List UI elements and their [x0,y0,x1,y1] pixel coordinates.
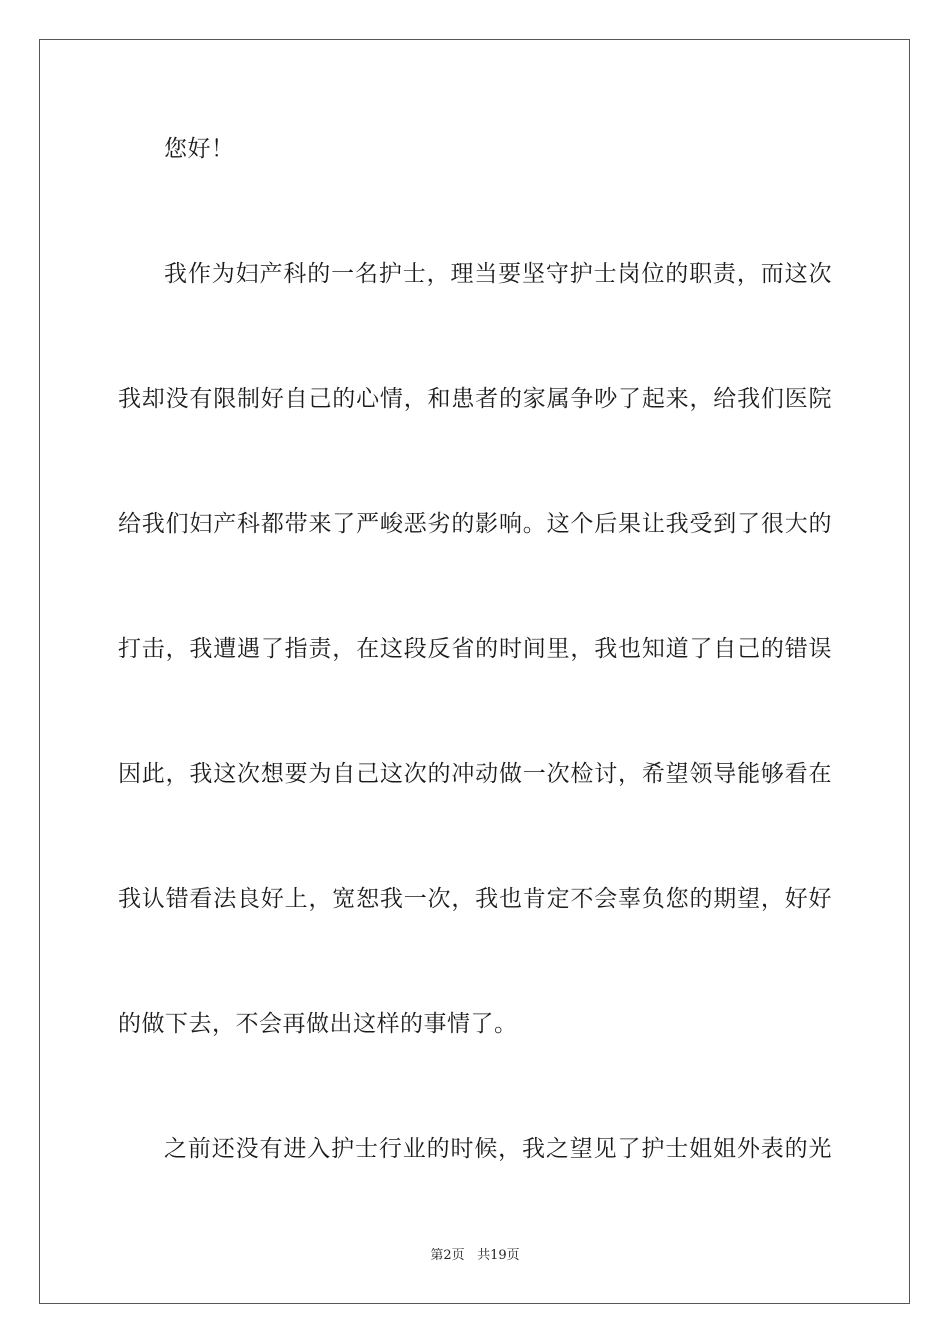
page-total: 共19页 [477,1248,520,1263]
page-border [39,39,910,1304]
greeting-line: 您好！ [164,136,235,162]
page-number: 第2页 [430,1248,465,1263]
paragraph-1-line-2: 我却没有限制好自己的心情，和患者的家属争吵了起来，给我们医院 [118,386,832,412]
paragraph-1-line-5: 因此，我这次想要为自己这次的冲动做一次检讨，希望领导能够看在 [118,761,832,787]
paragraph-1-line-4: 打击，我遭遇了指责，在这段反省的时间里，我也知道了自己的错误 [118,636,832,662]
paragraph-1-line-6: 我认错看法良好上，宽恕我一次，我也肯定不会辜负您的期望，好好 [118,886,832,912]
paragraph-1-line-7: 的做下去，不会再做出这样的事情了。 [118,1011,518,1037]
page-footer [0,1247,950,1265]
paragraph-1-line-3: 给我们妇产科都带来了严峻恶劣的影响。这个后果让我受到了很大的 [118,511,832,537]
paragraph-2-line-1: 之前还没有进入护士行业的时候，我之望见了护士姐姐外表的光 [164,1136,832,1162]
paragraph-1-line-1: 我作为妇产科的一名护士，理当要坚守护士岗位的职责，而这次 [164,261,832,287]
